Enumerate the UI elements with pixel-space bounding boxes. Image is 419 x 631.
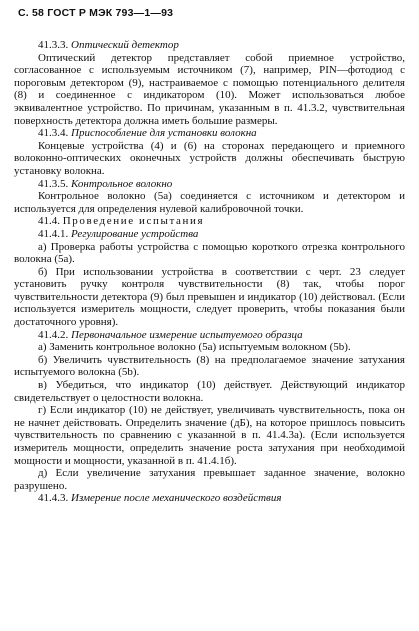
section-heading [14, 228, 405, 241]
section-heading [14, 39, 405, 52]
paragraph: а) Проверка работы устройства с помощью короткого отрезка контрольного волокна (5a). [14, 240, 405, 266]
section-number: 41.3.5. [38, 177, 69, 190]
paragraph: б) При использовании устройства в соответствии с черт. 23 следует установить ручку контроля чувствительности (8) так, чтобы порог чувствительности детектора (9) был превышен и индикатор (10) действовал. (Если используется измеритель мощности, следует проверить, чтобы показания были достаточного уровня). [14, 265, 405, 329]
paragraph: д) Если увеличение затухания превышает заданное значение, волокно разрушено. [14, 467, 405, 492]
section-title: Оптический детектор [71, 39, 179, 51]
paragraph: Оптический детектор представляет собой приемное устройство, согласованное с используемым источником (7), например, PIN—фотодиод с пороговым детектором (9), настраиваемое с помощью потенциального делителя (8) и соединенное с индикатором (10). Может использоваться любое эквивалентное устройство. По причинам, указанным в п. 41.3.2, чувствительная поверхность детектора должна иметь большие размеры. [14, 51, 405, 127]
section-number: 41.4.3. [38, 492, 69, 505]
section-number: 41.3.4. [38, 127, 69, 140]
section-title: Проведение испытания [62, 215, 205, 228]
section-heading [14, 492, 405, 505]
section-heading [14, 215, 405, 228]
paragraph: б) Увеличить чувствительность (8) на предполагаемое значение затухания испытуемого волокна (5b). [14, 353, 405, 379]
document-body [14, 39, 405, 505]
page-header: С. 58 ГОСТ Р МЭК 793—1—93 [18, 7, 174, 19]
section-heading [14, 127, 405, 140]
section-number: 41.4.2. [38, 328, 69, 341]
section-number: 41.4.1. [38, 227, 69, 240]
section-title: Контрольное волокно [71, 177, 173, 190]
paragraph: в) Убедиться, что индикатор (10) действует. Действующий индикатор свидетельствует о целостности волокна. [14, 379, 405, 404]
paragraph: а) Заменить контрольное волокно (5a) испытуемым волокном (5b). [38, 341, 351, 354]
section-title: Приспособление для установки волокна [71, 127, 257, 140]
paragraph: г) Если индикатор (10) не действует, увеличивать чувствительность, пока он не начнет действовать. Определить значение (дБ), на которое пришлось повысить чувствительность по сравнению с указанной в п. 41.4.3a). (Если используется измеритель мощности, определить значение роста затухания при необходимой мощности и мощности, указанной в п. 41.4.1б). [14, 404, 405, 467]
section-heading [14, 329, 405, 342]
section-title: Регулирование устройства [71, 227, 199, 240]
paragraph: Концевые устройства (4) и (6) на сторонах передающего и приемного волоконно-оптических оконечных устройств должны обеспечивать быструю установку волокна. [14, 139, 405, 177]
paragraph: Контрольное волокно (5a) соединяется с источником и детектором и используется для определения нулевой калибровочной точки. [14, 190, 405, 215]
section-title: Измерение после механического воздействия [71, 492, 282, 505]
section-heading [14, 178, 405, 191]
section-number: 41.3.3. [38, 39, 69, 51]
section-title: Первоначальное измерение испытуемого образца [71, 328, 303, 341]
section-number: 41.4. [38, 215, 60, 228]
